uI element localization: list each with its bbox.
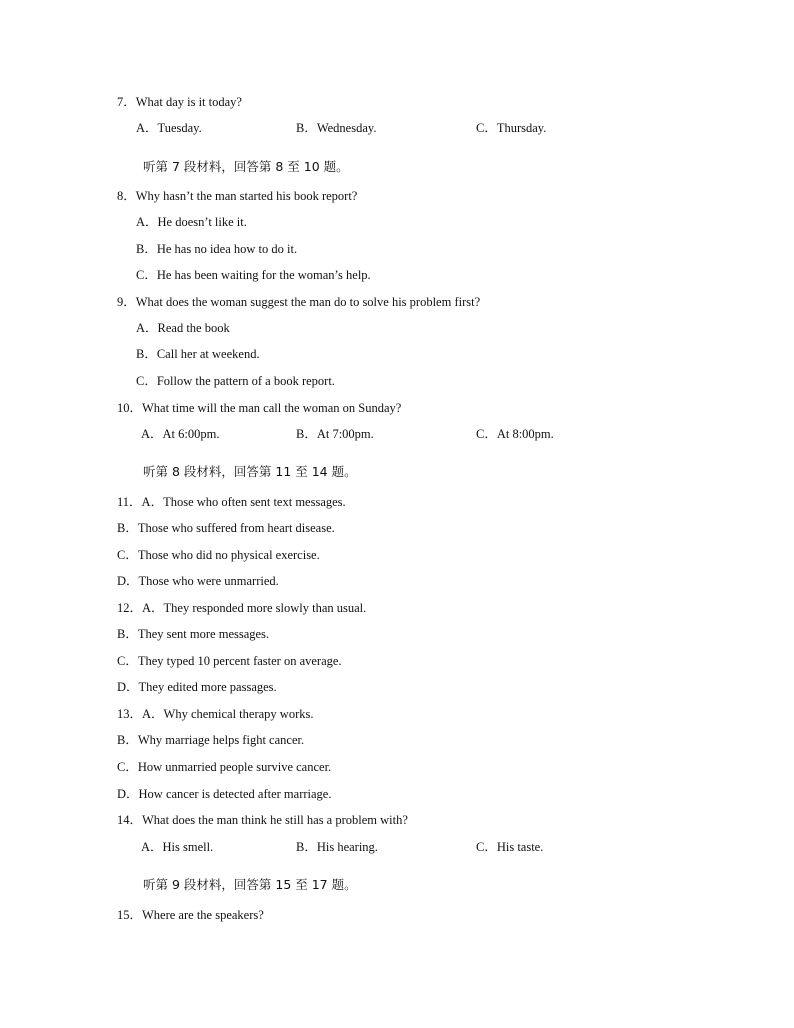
q14-option-a: A．His smell. — [141, 840, 214, 854]
q13-option-a: 13．A．Why chemical therapy works. — [117, 707, 314, 721]
section-9-instruction: 听第 9 段材料，回答第 15 至 17 题。 — [143, 877, 357, 892]
section-7-instruction: 听第 7 段材料，回答第 8 至 10 题。 — [143, 159, 349, 174]
question-8: 8．Why hasn’t the man started his book report? — [117, 189, 358, 203]
q11-option-b: B．Those who suffered from heart disease. — [117, 521, 335, 535]
q14-option-c: C．His taste. — [476, 840, 544, 854]
q11-option-d: D．Those who were unmarried. — [117, 574, 279, 588]
question-14: 14．What does the man think he still has a problem with? — [117, 813, 408, 827]
q12-option-b: B．They sent more messages. — [117, 627, 270, 641]
q12-option-c: C．They typed 10 percent faster on average. — [117, 654, 342, 668]
q8-option-a: A．He doesn’t like it. — [136, 215, 247, 229]
q14-option-b: B．His hearing. — [296, 840, 378, 854]
q10-option-c: C．At 8:00pm. — [476, 427, 554, 441]
q10-option-a: A．At 6:00pm. — [141, 427, 220, 441]
q11-option-a: 11．A．Those who often sent text messages. — [117, 495, 346, 509]
q7-option-a: A．Tuesday. — [136, 121, 202, 135]
q8-option-c: C．He has been waiting for the woman’s help. — [136, 268, 371, 282]
question-9: 9．What does the woman suggest the man do to solve his problem first? — [117, 295, 481, 309]
q9-option-c: C．Follow the pattern of a book report. — [136, 374, 335, 388]
q13-option-d: D．How cancer is detected after marriage. — [117, 787, 332, 801]
q9-option-a: A．Read the book — [136, 321, 230, 335]
question-7: 7．What day is it today? — [117, 95, 242, 109]
q9-option-b: B．Call her at weekend. — [136, 347, 260, 361]
section-8-instruction: 听第 8 段材料，回答第 11 至 14 题。 — [143, 464, 357, 479]
question-15: 15．Where are the speakers? — [117, 908, 264, 922]
q8-option-b: B．He has no idea how to do it. — [136, 242, 298, 256]
q10-option-b: B．At 7:00pm. — [296, 427, 374, 441]
q13-option-c: C．How unmarried people survive cancer. — [117, 760, 332, 774]
q13-option-b: B．Why marriage helps fight cancer. — [117, 733, 305, 747]
q11-option-c: C．Those who did no physical exercise. — [117, 548, 320, 562]
q12-option-a: 12．A．They responded more slowly than usual. — [117, 601, 367, 615]
q12-option-d: D．They edited more passages. — [117, 680, 277, 694]
q7-option-b: B．Wednesday. — [296, 121, 377, 135]
q7-option-c: C．Thursday. — [476, 121, 547, 135]
question-10: 10．What time will the man call the woman on Sunday? — [117, 401, 402, 415]
